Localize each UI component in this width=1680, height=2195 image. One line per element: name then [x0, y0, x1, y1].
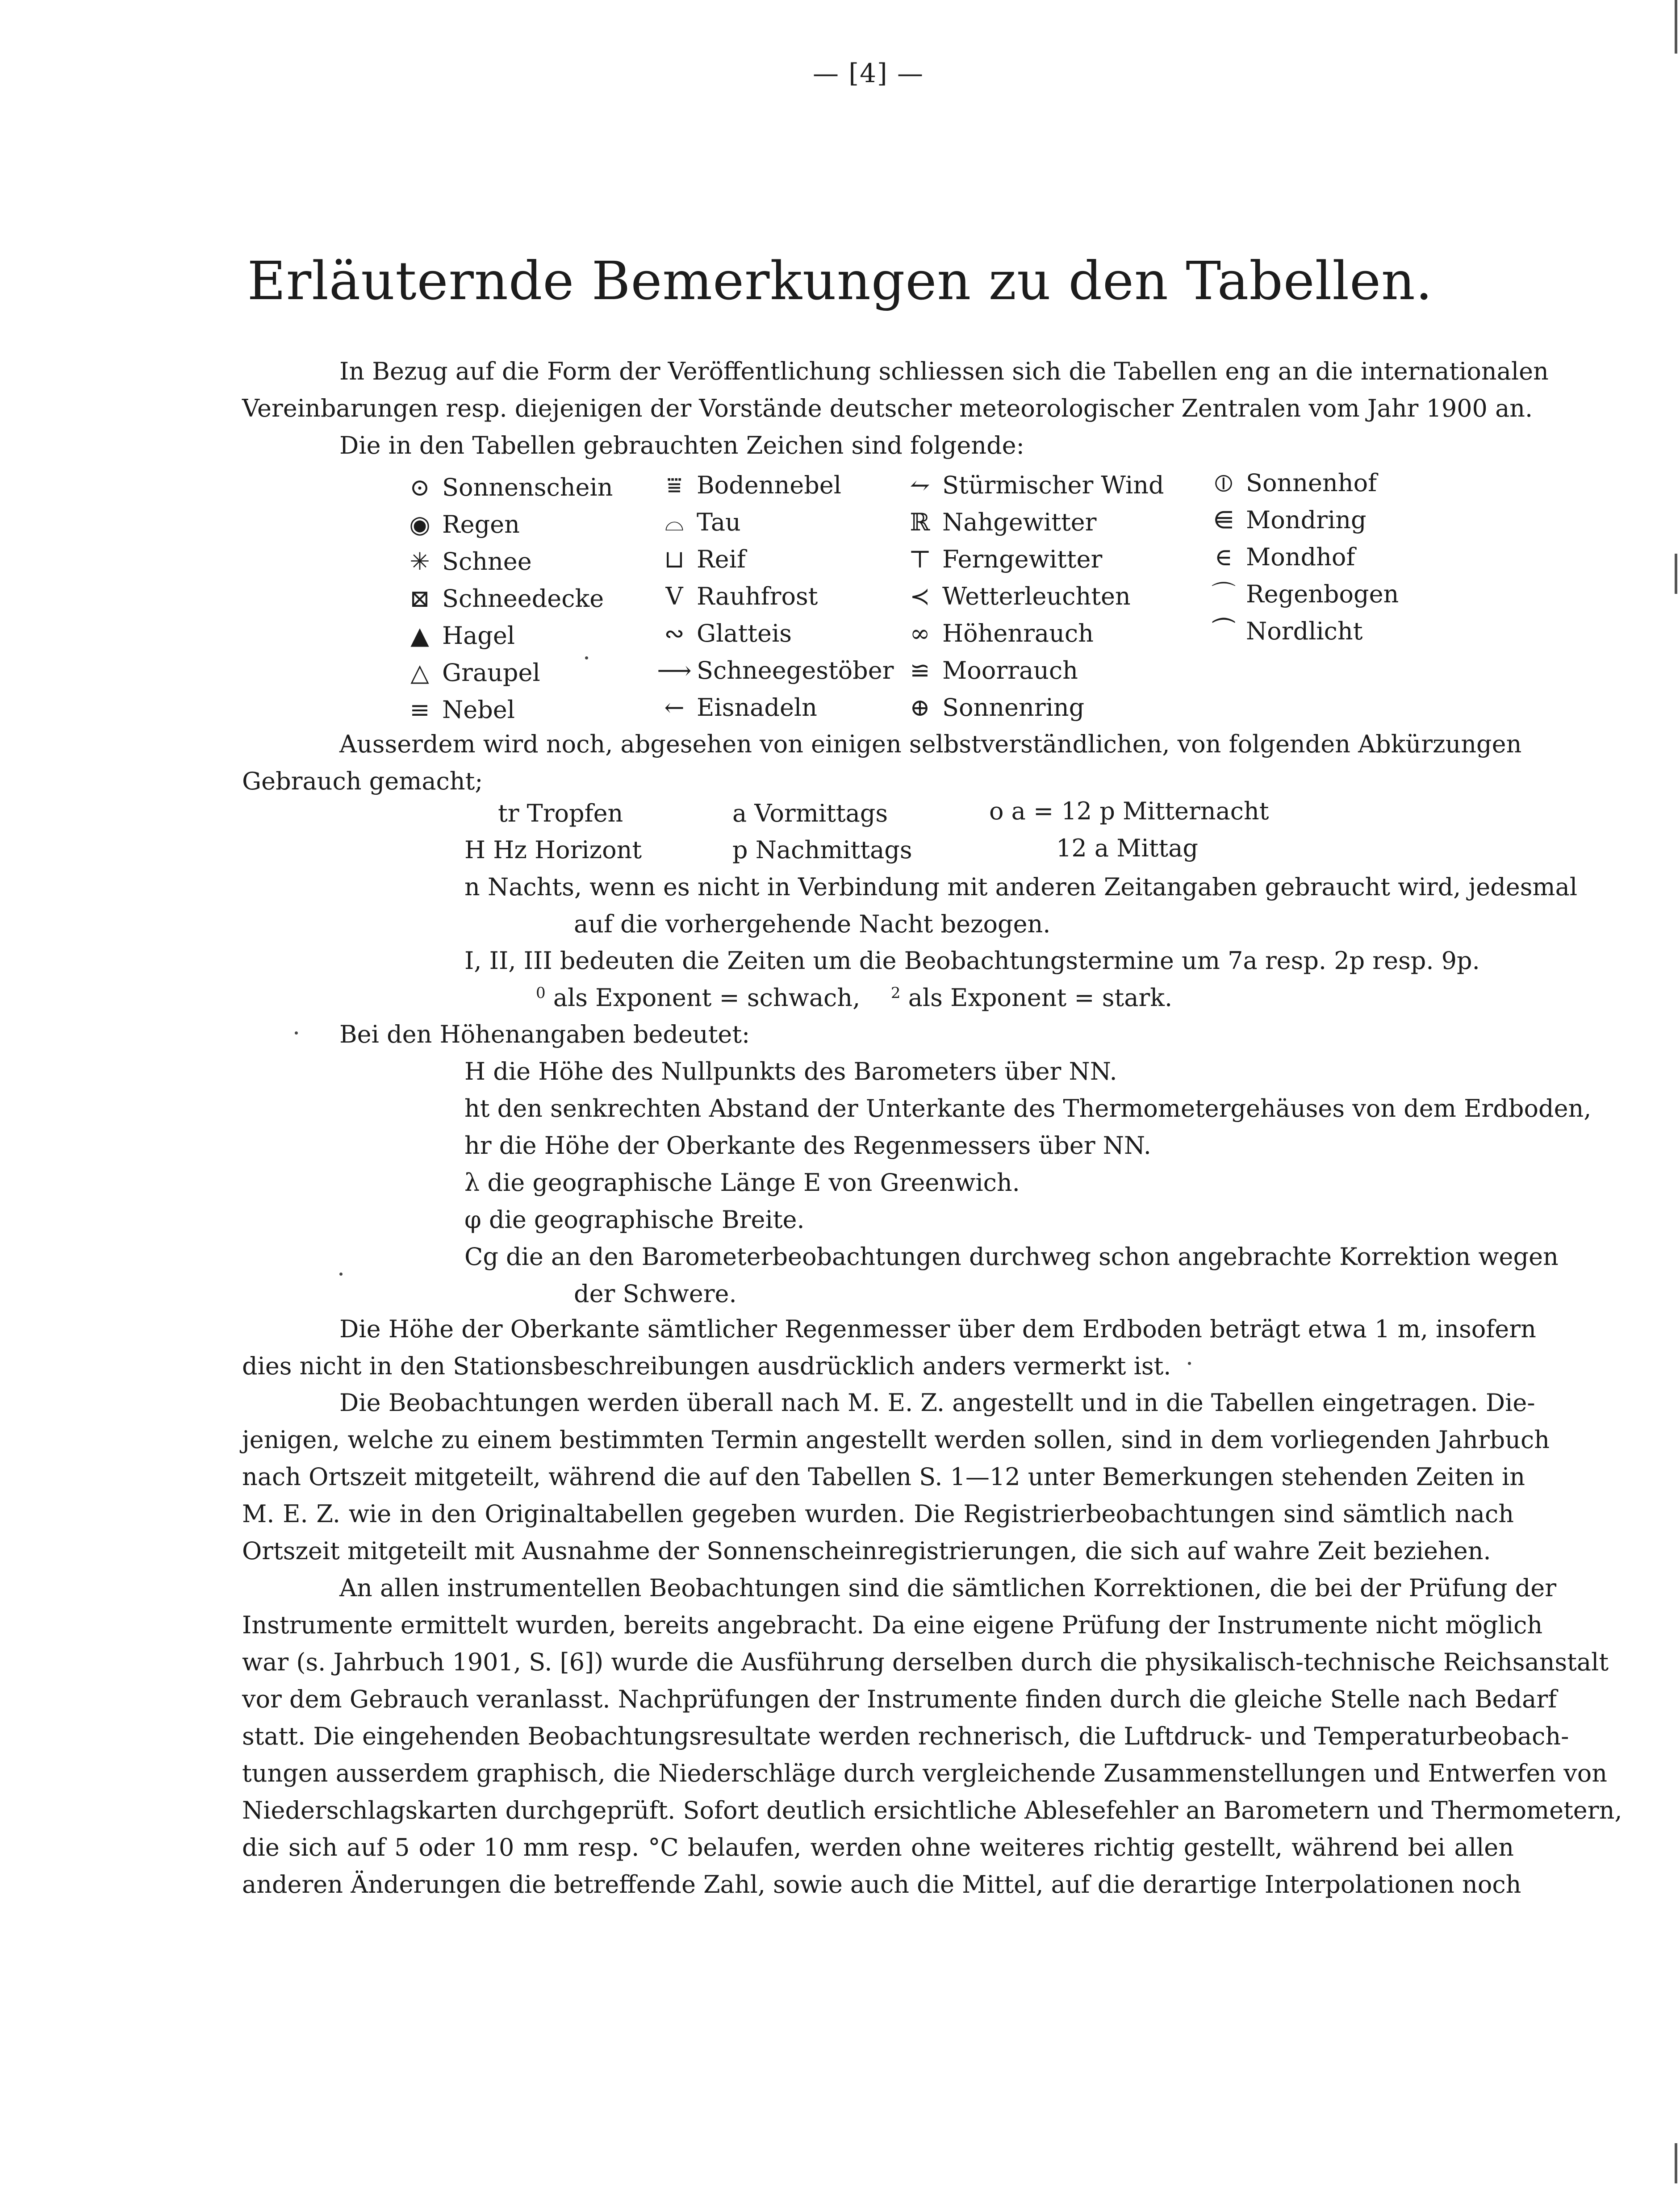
symbol-legend-column-4 — [1201, 464, 1399, 650]
storm-wind-icon: ⥊ — [910, 471, 930, 499]
text-line: Die Beobachtungen werden überall nach M. E. Z. angestellt und in die Tabellen eingetragen. Die- — [339, 1389, 1535, 1417]
text-line: Gebrauch gemacht; — [242, 767, 483, 795]
drifting-snow-icon: ⟶ — [657, 656, 692, 684]
text-line: Instrumente ermittelt wurden, bereits angebracht. Da eine eigene Prüfung der Instrumente nicht möglich — [242, 1611, 1543, 1639]
legend-item: ≡ Nebel — [397, 691, 613, 728]
legend-item: ⌒ Regenbogen — [1201, 576, 1399, 613]
sun-circle-icon: ⊙ — [410, 473, 430, 501]
legend-item: ⩸ Bodennebel — [652, 467, 894, 504]
text-line: Die in den Tabellen gebrauchten Zeichen sind folgende: — [339, 431, 1024, 459]
ground-fog-icon: ⩸ — [667, 471, 682, 499]
text-line: n Nachts, wenn es nicht in Verbindung mit anderen Zeitangaben gebraucht wird, jedesmal — [464, 873, 1578, 901]
paragraph-instruments — [242, 1569, 1622, 1903]
paragraph-observations — [242, 1384, 1550, 1569]
exponent-strong: als Exponent = stark. — [908, 984, 1173, 1012]
legend-item: ℝ Nahgewitter — [898, 504, 1164, 541]
legend-item: ◉ Regen — [397, 506, 613, 543]
abbr-nachts — [464, 868, 1578, 943]
hail-triangle-icon: ▲ — [410, 622, 429, 650]
text-line: anderen Änderungen die betreffende Zahl, sowie auch die Mittel, auf die derartige Interpolationen noch — [242, 1870, 1521, 1899]
text-line: nach Ortszeit mitgeteilt, während die auf den Tabellen S. 1—12 unter Bemerkungen stehenden Zeiten in — [242, 1463, 1525, 1491]
legend-item: ≺ Wetterleuchten — [898, 578, 1164, 615]
sheet-lightning-icon: ≺ — [910, 582, 930, 610]
glaze-icon: ∾ — [664, 619, 685, 647]
legend-item: V Rauhfrost — [652, 578, 894, 615]
legend-item: ⥊ Stürmischer Wind — [898, 467, 1164, 504]
legend-item: ∞ Höhenrauch — [898, 615, 1164, 652]
distant-thunderstorm-icon: ⊤ — [908, 545, 932, 573]
page-title: Erläuternde Bemerkungen zu den Tabellen. — [247, 250, 1433, 312]
symbol-legend-column-1 — [397, 469, 613, 728]
exponent-weak-sup: 0 — [536, 984, 546, 1002]
scan-speck — [339, 1273, 343, 1276]
text-line: Die Höhe der Oberkante sämtlicher Regenmesser über dem Erdboden beträgt etwa 1 m, insofern — [339, 1315, 1536, 1343]
text-line: Niederschlagskarten durchgeprüft. Sofort deutlich ersichtliche Ablesefehler an Barometern und Thermometern, — [242, 1796, 1622, 1824]
abbr-exponents — [536, 979, 1172, 1016]
text-line: Ausserdem wird noch, abgesehen von einigen selbstverständlichen, von folgenden Abkürzungen — [339, 730, 1522, 758]
text-line: Ortszeit mitgeteilt mit Ausnahme der Sonnenscheinregistrierungen, die sich auf wahre Zeit beziehen. — [242, 1537, 1491, 1565]
legend-item: ≌ Moorrauch — [898, 652, 1164, 689]
rainbow-icon: ⌒ — [1212, 580, 1236, 608]
scan-edge-mark — [1675, 0, 1677, 54]
legend-item: ⊕ Sonnenring — [898, 689, 1164, 726]
heights-lead: Bei den Höhenangaben bedeutet: — [339, 1020, 750, 1048]
intro-paragraph — [242, 353, 1549, 464]
scan-speck — [295, 1031, 298, 1035]
legend-item: ⋹ Mondring — [1201, 501, 1399, 538]
text-line: M. E. Z. wie in den Originaltabellen gegeben wurden. Die Registrierbeobachtungen sind sämtlich nach — [242, 1500, 1514, 1528]
abbr-p: p Nachmittags — [732, 836, 912, 864]
symbol-legend-column-2 — [652, 467, 894, 726]
legend-item: ✳ Schnee — [397, 543, 613, 580]
snow-cover-box-icon: ⊠ — [410, 584, 430, 613]
heights-list — [464, 1053, 1592, 1312]
abbr-hz: H Hz Horizont — [464, 836, 642, 864]
solar-halo-icon: ⦶ — [1215, 469, 1233, 497]
height-item: Cg die an den Barometerbeobachtungen durchweg schon angebrachte Korrektion wegen — [464, 1243, 1559, 1271]
solar-corona-icon: ⊕ — [910, 693, 930, 722]
lunar-halo-icon: ⋹ — [1213, 506, 1234, 534]
exponent-strong-sup: 2 — [890, 984, 901, 1002]
legend-item: ⊙ Sonnenschein — [397, 469, 613, 506]
dew-icon: ⌓ — [664, 508, 684, 536]
paragraph-rain-gauge — [242, 1310, 1536, 1385]
text-line: An allen instrumentellen Beobachtungen sind die sämtlichen Korrektionen, die bei der Prüfung der — [339, 1574, 1557, 1602]
abbr-midnight: o a = 12 p Mitternacht — [989, 797, 1269, 825]
text-line: vor dem Gebrauch veranlasst. Nachprüfungen der Instrumente finden durch die gleiche Stelle nach Bedarf — [242, 1685, 1557, 1713]
graupel-triangle-icon: △ — [410, 659, 429, 687]
scan-edge-mark — [1675, 2143, 1677, 2183]
height-item: φ die geographische Breite. — [464, 1206, 805, 1234]
text-line: jenigen, welche zu einem bestimmten Termin angestellt werden sollen, sind in dem vorliegenden Jahrbuch — [242, 1426, 1550, 1454]
moor-smoke-icon: ≌ — [910, 656, 930, 684]
scan-edge-mark — [1675, 554, 1677, 594]
ice-needles-icon: ← — [664, 693, 685, 722]
lunar-corona-icon: ∈ — [1215, 543, 1233, 571]
legend-item: ⊔ Reif — [652, 541, 894, 578]
aurora-icon: ⏜ — [1212, 617, 1235, 645]
height-item: H die Höhe des Nullpunkts des Barometers über NN. — [464, 1057, 1117, 1085]
legend-item: ⟶ Schneegestöber — [652, 652, 894, 689]
symbol-legend-column-3 — [898, 467, 1164, 726]
height-item: λ die geographische Länge E von Greenwich. — [464, 1168, 1020, 1197]
haze-icon: ∞ — [910, 619, 930, 647]
text-line: war (s. Jahrbuch 1901, S. [6]) wurde die Ausführung derselben durch die physikalisch-technische Reichsanstalt — [242, 1648, 1609, 1676]
near-thunderstorm-icon: ℝ — [910, 508, 930, 536]
text-line: statt. Die eingehenden Beobachtungsresultate werden rechnerisch, die Luftdruck- und Temperaturbeobach- — [242, 1722, 1569, 1750]
legend-item: ← Eisnadeln — [652, 689, 894, 726]
legend-item: ⏜ Nordlicht — [1201, 613, 1399, 650]
legend-item: ∈ Mondhof — [1201, 538, 1399, 576]
legend-item: ▲ Hagel — [397, 617, 613, 654]
height-item: hr die Höhe der Oberkante des Regenmessers über NN. — [464, 1131, 1151, 1160]
height-item: der Schwere. — [574, 1280, 737, 1308]
snow-star-icon: ✳ — [410, 547, 430, 576]
abbr-tr: tr Tropfen — [498, 799, 623, 827]
legend-item: △ Graupel — [397, 654, 613, 691]
text-line: In Bezug auf die Form der Veröffentlichung schliessen sich die Tabellen eng an die internationalen — [339, 357, 1549, 385]
abbreviations-intro — [242, 726, 1522, 800]
abbr-roman-terms: I, II, III bedeuten die Zeiten um die Beobachtungstermine um 7a resp. 2p resp. 9p. — [464, 947, 1480, 975]
legend-item: ⌓ Tau — [652, 504, 894, 541]
text-line: die sich auf 5 oder 10 mm resp. °C belaufen, werden ohne weiteres richtig gestellt, während bei allen — [242, 1833, 1514, 1861]
text-line: tungen ausserdem graphisch, die Niederschläge durch vergleichende Zusammenstellungen und Entwerfen von — [242, 1759, 1607, 1787]
abbr-noon: 12 a Mittag — [1056, 834, 1198, 862]
page-number: — [4] — — [813, 58, 924, 88]
rain-dot-icon: ◉ — [409, 510, 430, 538]
text-line: auf die vorhergehende Nacht bezogen. — [574, 910, 1051, 938]
exponent-weak: als Exponent = schwach, — [553, 984, 861, 1012]
fog-lines-icon: ≡ — [410, 696, 430, 724]
legend-item: ⊤ Ferngewitter — [898, 541, 1164, 578]
text-line: Vereinbarungen resp. diejenigen der Vorstände deutscher meteorologischer Zentralen vom Jahr 1900 an. — [242, 394, 1533, 422]
abbr-a: a Vormittags — [732, 799, 888, 827]
text-line: dies nicht in den Stationsbeschreibungen ausdrücklich anders vermerkt ist. — [242, 1352, 1171, 1380]
legend-item: ∾ Glatteis — [652, 615, 894, 652]
legend-item: ⦶ Sonnenhof — [1201, 464, 1399, 501]
legend-item: ⊠ Schneedecke — [397, 580, 613, 617]
frost-icon: ⊔ — [664, 545, 685, 573]
rime-icon: V — [665, 582, 683, 610]
height-item: ht den senkrechten Abstand der Unterkante des Thermometergehäuses von dem Erdboden, — [464, 1094, 1592, 1123]
